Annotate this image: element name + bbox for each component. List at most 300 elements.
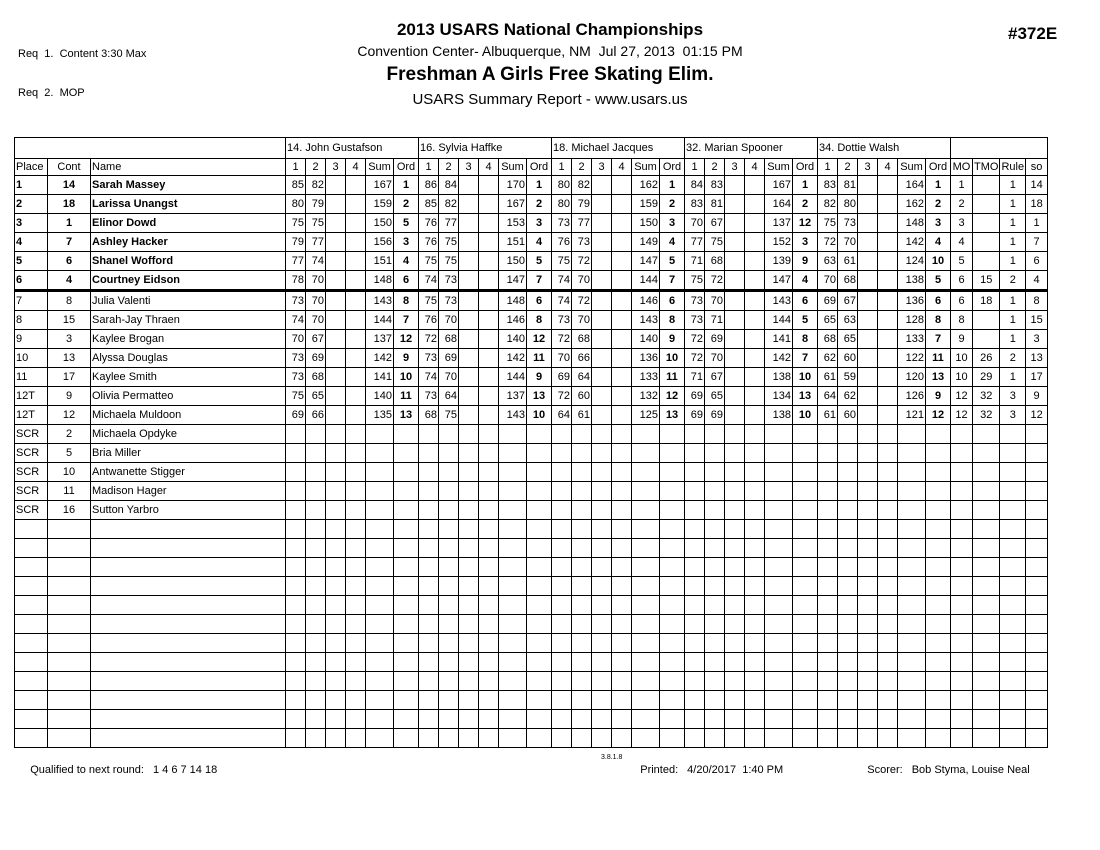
score-cell: 70 <box>838 233 858 252</box>
ord-cell <box>394 520 419 539</box>
ord-cell: 13 <box>660 406 685 425</box>
sum-cell <box>898 729 926 748</box>
judge-subcolumn-header: Sum <box>898 159 926 176</box>
score-cell <box>592 387 612 406</box>
mo-cell <box>951 425 973 444</box>
place-cell <box>15 653 48 672</box>
score-cell <box>286 710 306 729</box>
score-cell <box>705 520 725 539</box>
scorer-value: Bob Styma, Louise Neal <box>911 764 1030 776</box>
score-cell <box>326 368 346 387</box>
ord-cell: 5 <box>660 252 685 271</box>
score-cell <box>459 691 479 710</box>
cont-cell: 5 <box>48 444 91 463</box>
ord-cell <box>793 558 818 577</box>
score-cell: 72 <box>419 330 439 349</box>
tmo-cell <box>973 691 1000 710</box>
ord-cell <box>793 482 818 501</box>
tmo-cell <box>973 501 1000 520</box>
empty-row <box>15 653 1048 672</box>
score-cell <box>878 653 898 672</box>
ord-cell: 10 <box>926 252 951 271</box>
score-cell: 83 <box>705 176 725 195</box>
score-cell: 64 <box>552 406 572 425</box>
rule-cell: 1 <box>1000 233 1026 252</box>
score-cell <box>346 577 366 596</box>
score-cell <box>479 539 499 558</box>
tmo-cell: 32 <box>973 387 1000 406</box>
sum-cell: 143 <box>632 311 660 330</box>
score-cell: 73 <box>439 291 459 311</box>
ord-cell: 1 <box>926 176 951 195</box>
ord-cell <box>394 482 419 501</box>
sum-cell: 143 <box>499 406 527 425</box>
score-cell: 74 <box>286 311 306 330</box>
score-cell <box>838 672 858 691</box>
score-cell <box>705 596 725 615</box>
place-cell <box>15 558 48 577</box>
ord-cell <box>793 520 818 539</box>
score-cell: 77 <box>439 214 459 233</box>
score-cell <box>592 176 612 195</box>
score-cell <box>612 291 632 311</box>
sum-cell <box>499 520 527 539</box>
sum-cell <box>898 577 926 596</box>
sum-cell <box>366 672 394 691</box>
place-cell: 11 <box>15 368 48 387</box>
sum-cell: 149 <box>632 233 660 252</box>
score-cell <box>346 539 366 558</box>
score-cell <box>818 463 838 482</box>
name-cell: Courtney Eidson <box>91 271 286 291</box>
scratched-row <box>15 463 1048 482</box>
printed-line <box>628 752 783 788</box>
sum-cell <box>632 634 660 653</box>
mo-header: MO <box>951 159 973 176</box>
place-cell <box>15 634 48 653</box>
name-cell: Antwanette Stigger <box>91 463 286 482</box>
score-cell <box>439 444 459 463</box>
score-cell: 61 <box>818 368 838 387</box>
name-cell: Alyssa Douglas <box>91 349 286 368</box>
score-cell <box>858 577 878 596</box>
sum-cell <box>366 425 394 444</box>
ord-cell: 8 <box>926 311 951 330</box>
score-cell <box>479 330 499 349</box>
ord-cell <box>926 634 951 653</box>
mo-cell <box>951 691 973 710</box>
score-cell <box>878 387 898 406</box>
sum-cell: 136 <box>898 291 926 311</box>
ord-cell: 9 <box>527 368 552 387</box>
sum-cell: 126 <box>898 387 926 406</box>
score-cell <box>439 691 459 710</box>
summary-table <box>14 137 1048 748</box>
score-cell: 73 <box>552 311 572 330</box>
sum-cell: 142 <box>765 349 793 368</box>
tmo-cell <box>973 520 1000 539</box>
rule-cell <box>1000 596 1026 615</box>
ord-cell <box>926 482 951 501</box>
sum-cell: 153 <box>499 214 527 233</box>
so-cell <box>1026 653 1048 672</box>
score-cell <box>419 463 439 482</box>
so-cell <box>1026 691 1048 710</box>
mo-cell: 8 <box>951 311 973 330</box>
score-cell <box>612 176 632 195</box>
ord-cell: 8 <box>527 311 552 330</box>
score-cell <box>878 482 898 501</box>
score-cell <box>745 596 765 615</box>
ord-cell <box>527 710 552 729</box>
score-cell <box>592 195 612 214</box>
sum-cell <box>765 501 793 520</box>
sum-cell <box>499 577 527 596</box>
score-cell <box>838 615 858 634</box>
score-cell <box>419 710 439 729</box>
score-cell <box>818 558 838 577</box>
sum-cell <box>632 577 660 596</box>
sum-cell <box>765 653 793 672</box>
sum-cell <box>366 520 394 539</box>
score-cell: 75 <box>439 406 459 425</box>
sum-cell: 137 <box>499 387 527 406</box>
score-cell <box>572 596 592 615</box>
score-cell <box>459 615 479 634</box>
score-cell: 65 <box>705 387 725 406</box>
score-cell <box>592 291 612 311</box>
name-cell: Sarah-Jay Thraen <box>91 311 286 330</box>
qualified-label: Qualified to next round: <box>30 764 144 776</box>
score-cell <box>725 444 745 463</box>
score-cell <box>286 615 306 634</box>
score-cell <box>858 387 878 406</box>
score-cell <box>725 311 745 330</box>
ord-cell <box>926 596 951 615</box>
place-cell: SCR <box>15 482 48 501</box>
tmo-cell <box>973 330 1000 349</box>
ord-cell: 11 <box>660 368 685 387</box>
score-cell <box>878 463 898 482</box>
sum-cell <box>765 634 793 653</box>
judge-subcolumn-header: 2 <box>572 159 592 176</box>
score-cell <box>459 233 479 252</box>
score-cell: 73 <box>286 291 306 311</box>
scratched-row <box>15 482 1048 501</box>
ord-cell <box>394 539 419 558</box>
score-cell <box>878 691 898 710</box>
place-cell <box>15 615 48 634</box>
score-cell <box>858 406 878 425</box>
score-cell <box>725 615 745 634</box>
sum-cell: 133 <box>632 368 660 387</box>
ord-cell: 7 <box>793 349 818 368</box>
score-cell <box>459 252 479 271</box>
score-cell <box>572 539 592 558</box>
score-cell <box>439 577 459 596</box>
name-cell <box>91 672 286 691</box>
score-cell: 70 <box>818 271 838 291</box>
ord-cell <box>793 634 818 653</box>
sum-cell <box>898 710 926 729</box>
sum-cell: 143 <box>366 291 394 311</box>
score-cell <box>685 653 705 672</box>
score-cell <box>818 482 838 501</box>
score-cell <box>479 387 499 406</box>
score-cell: 77 <box>286 252 306 271</box>
tmo-cell <box>973 577 1000 596</box>
score-cell: 71 <box>685 252 705 271</box>
place-cell: 6 <box>15 271 48 291</box>
score-cell: 73 <box>439 271 459 291</box>
score-cell <box>439 596 459 615</box>
ord-cell <box>527 558 552 577</box>
score-cell <box>306 634 326 653</box>
score-cell <box>326 387 346 406</box>
score-cell <box>745 710 765 729</box>
score-cell <box>592 330 612 349</box>
place-cell: 2 <box>15 195 48 214</box>
sum-cell <box>366 634 394 653</box>
ord-cell: 7 <box>394 311 419 330</box>
score-cell <box>685 691 705 710</box>
sum-cell: 124 <box>898 252 926 271</box>
score-cell <box>419 444 439 463</box>
score-cell: 77 <box>685 233 705 252</box>
score-cell <box>612 653 632 672</box>
mo-cell: 1 <box>951 176 973 195</box>
ord-cell <box>527 520 552 539</box>
score-cell <box>306 482 326 501</box>
score-cell <box>346 271 366 291</box>
score-cell <box>306 729 326 748</box>
ord-cell: 3 <box>660 214 685 233</box>
sum-cell <box>632 482 660 501</box>
report-type-line: USARS Summary Report - www.usars.us <box>412 91 688 108</box>
score-cell <box>326 330 346 349</box>
ord-cell: 4 <box>394 252 419 271</box>
score-cell <box>878 330 898 349</box>
sum-cell: 137 <box>366 330 394 349</box>
sum-cell: 143 <box>765 291 793 311</box>
sum-cell: 148 <box>898 214 926 233</box>
ord-cell: 9 <box>660 330 685 349</box>
score-cell <box>858 672 878 691</box>
place-cell: SCR <box>15 425 48 444</box>
sum-cell: 134 <box>765 387 793 406</box>
score-cell <box>612 634 632 653</box>
score-cell <box>612 539 632 558</box>
judge-group-header: 16. Sylvia Haffke <box>419 138 552 159</box>
score-cell <box>306 615 326 634</box>
score-cell <box>346 311 366 330</box>
sum-cell <box>898 463 926 482</box>
score-cell <box>459 501 479 520</box>
result-row <box>15 271 1048 291</box>
sum-cell <box>499 425 527 444</box>
tmo-cell <box>973 539 1000 558</box>
sum-cell <box>499 539 527 558</box>
score-cell <box>419 691 439 710</box>
rule-cell <box>1000 501 1026 520</box>
ord-cell: 1 <box>527 176 552 195</box>
score-cell <box>479 368 499 387</box>
score-cell <box>685 710 705 729</box>
sum-cell: 147 <box>499 271 527 291</box>
score-cell <box>745 539 765 558</box>
cont-cell <box>48 729 91 748</box>
score-cell <box>479 463 499 482</box>
empty-row <box>15 558 1048 577</box>
ord-cell: 3 <box>793 233 818 252</box>
score-cell <box>286 425 306 444</box>
score-cell <box>592 710 612 729</box>
score-cell: 83 <box>818 176 838 195</box>
so-cell: 13 <box>1026 349 1048 368</box>
cont-cell <box>48 539 91 558</box>
sum-cell <box>366 482 394 501</box>
ord-cell <box>527 444 552 463</box>
score-cell <box>612 577 632 596</box>
ord-cell: 6 <box>926 291 951 311</box>
score-cell <box>685 444 705 463</box>
score-cell <box>306 520 326 539</box>
ord-cell <box>527 672 552 691</box>
sum-cell <box>499 444 527 463</box>
score-cell <box>552 729 572 748</box>
sum-cell <box>765 539 793 558</box>
score-cell <box>858 539 878 558</box>
score-cell <box>346 387 366 406</box>
place-cell: 12T <box>15 406 48 425</box>
score-cell <box>459 271 479 291</box>
score-cell: 68 <box>818 330 838 349</box>
score-cell <box>745 520 765 539</box>
score-cell <box>592 214 612 233</box>
result-row <box>15 233 1048 252</box>
score-cell <box>725 463 745 482</box>
score-cell <box>858 691 878 710</box>
score-cell <box>612 615 632 634</box>
score-cell <box>612 710 632 729</box>
sum-cell: 150 <box>499 252 527 271</box>
score-cell <box>552 558 572 577</box>
rule-cell <box>1000 615 1026 634</box>
so-cell <box>1026 634 1048 653</box>
result-row <box>15 195 1048 214</box>
score-cell <box>479 444 499 463</box>
judge-subcolumn-header: 1 <box>552 159 572 176</box>
score-cell <box>858 311 878 330</box>
score-cell <box>326 425 346 444</box>
name-cell: Elinor Dowd <box>91 214 286 233</box>
score-cell: 60 <box>838 406 858 425</box>
mo-cell: 9 <box>951 330 973 349</box>
place-cell: 10 <box>15 349 48 368</box>
score-cell <box>479 233 499 252</box>
score-cell <box>326 729 346 748</box>
place-cell <box>15 520 48 539</box>
rule-cell: 1 <box>1000 195 1026 214</box>
ord-cell <box>926 463 951 482</box>
empty-row <box>15 615 1048 634</box>
cont-cell: 13 <box>48 349 91 368</box>
judge-subcolumn-header: Ord <box>793 159 818 176</box>
judge-subcolumn-header: 3 <box>725 159 745 176</box>
score-cell: 70 <box>439 311 459 330</box>
score-cell: 61 <box>818 406 838 425</box>
tmo-cell <box>973 653 1000 672</box>
score-cell: 73 <box>685 311 705 330</box>
tmo-cell <box>973 444 1000 463</box>
judge-group-header: 34. Dottie Walsh <box>818 138 951 159</box>
ord-cell <box>793 691 818 710</box>
score-cell <box>612 387 632 406</box>
rule-cell: 1 <box>1000 214 1026 233</box>
tmo-cell <box>973 596 1000 615</box>
score-cell <box>572 691 592 710</box>
cont-cell: 6 <box>48 252 91 271</box>
ord-cell: 6 <box>660 291 685 311</box>
score-cell <box>612 672 632 691</box>
score-cell: 70 <box>286 330 306 349</box>
score-cell <box>725 349 745 368</box>
ord-cell: 8 <box>394 291 419 311</box>
sum-cell <box>632 672 660 691</box>
score-cell <box>745 252 765 271</box>
sum-cell <box>898 425 926 444</box>
so-cell <box>1026 425 1048 444</box>
score-cell <box>326 710 346 729</box>
scorer-line <box>855 752 1030 788</box>
cont-cell <box>48 710 91 729</box>
sum-cell <box>632 520 660 539</box>
ord-cell <box>394 577 419 596</box>
name-cell <box>91 577 286 596</box>
score-cell <box>858 444 878 463</box>
score-cell <box>592 406 612 425</box>
score-cell: 85 <box>419 195 439 214</box>
score-cell: 62 <box>838 387 858 406</box>
score-cell <box>745 368 765 387</box>
score-cell <box>612 368 632 387</box>
ord-cell: 12 <box>527 330 552 349</box>
sum-cell <box>499 653 527 672</box>
so-cell <box>1026 520 1048 539</box>
score-cell <box>592 539 612 558</box>
sum-cell <box>765 615 793 634</box>
score-cell: 70 <box>306 291 326 311</box>
score-cell: 73 <box>838 214 858 233</box>
ord-cell <box>793 577 818 596</box>
score-cell: 64 <box>572 368 592 387</box>
sum-cell: 167 <box>765 176 793 195</box>
ord-cell <box>394 558 419 577</box>
sum-cell: 148 <box>366 271 394 291</box>
score-cell <box>705 482 725 501</box>
score-cell <box>326 539 346 558</box>
sum-cell <box>765 577 793 596</box>
top-left-spacer <box>15 138 286 159</box>
sum-cell: 122 <box>898 349 926 368</box>
ord-cell: 3 <box>394 233 419 252</box>
ord-cell <box>660 444 685 463</box>
score-cell <box>459 195 479 214</box>
sum-cell <box>632 558 660 577</box>
score-cell <box>459 634 479 653</box>
score-cell <box>459 214 479 233</box>
score-cell <box>725 672 745 691</box>
